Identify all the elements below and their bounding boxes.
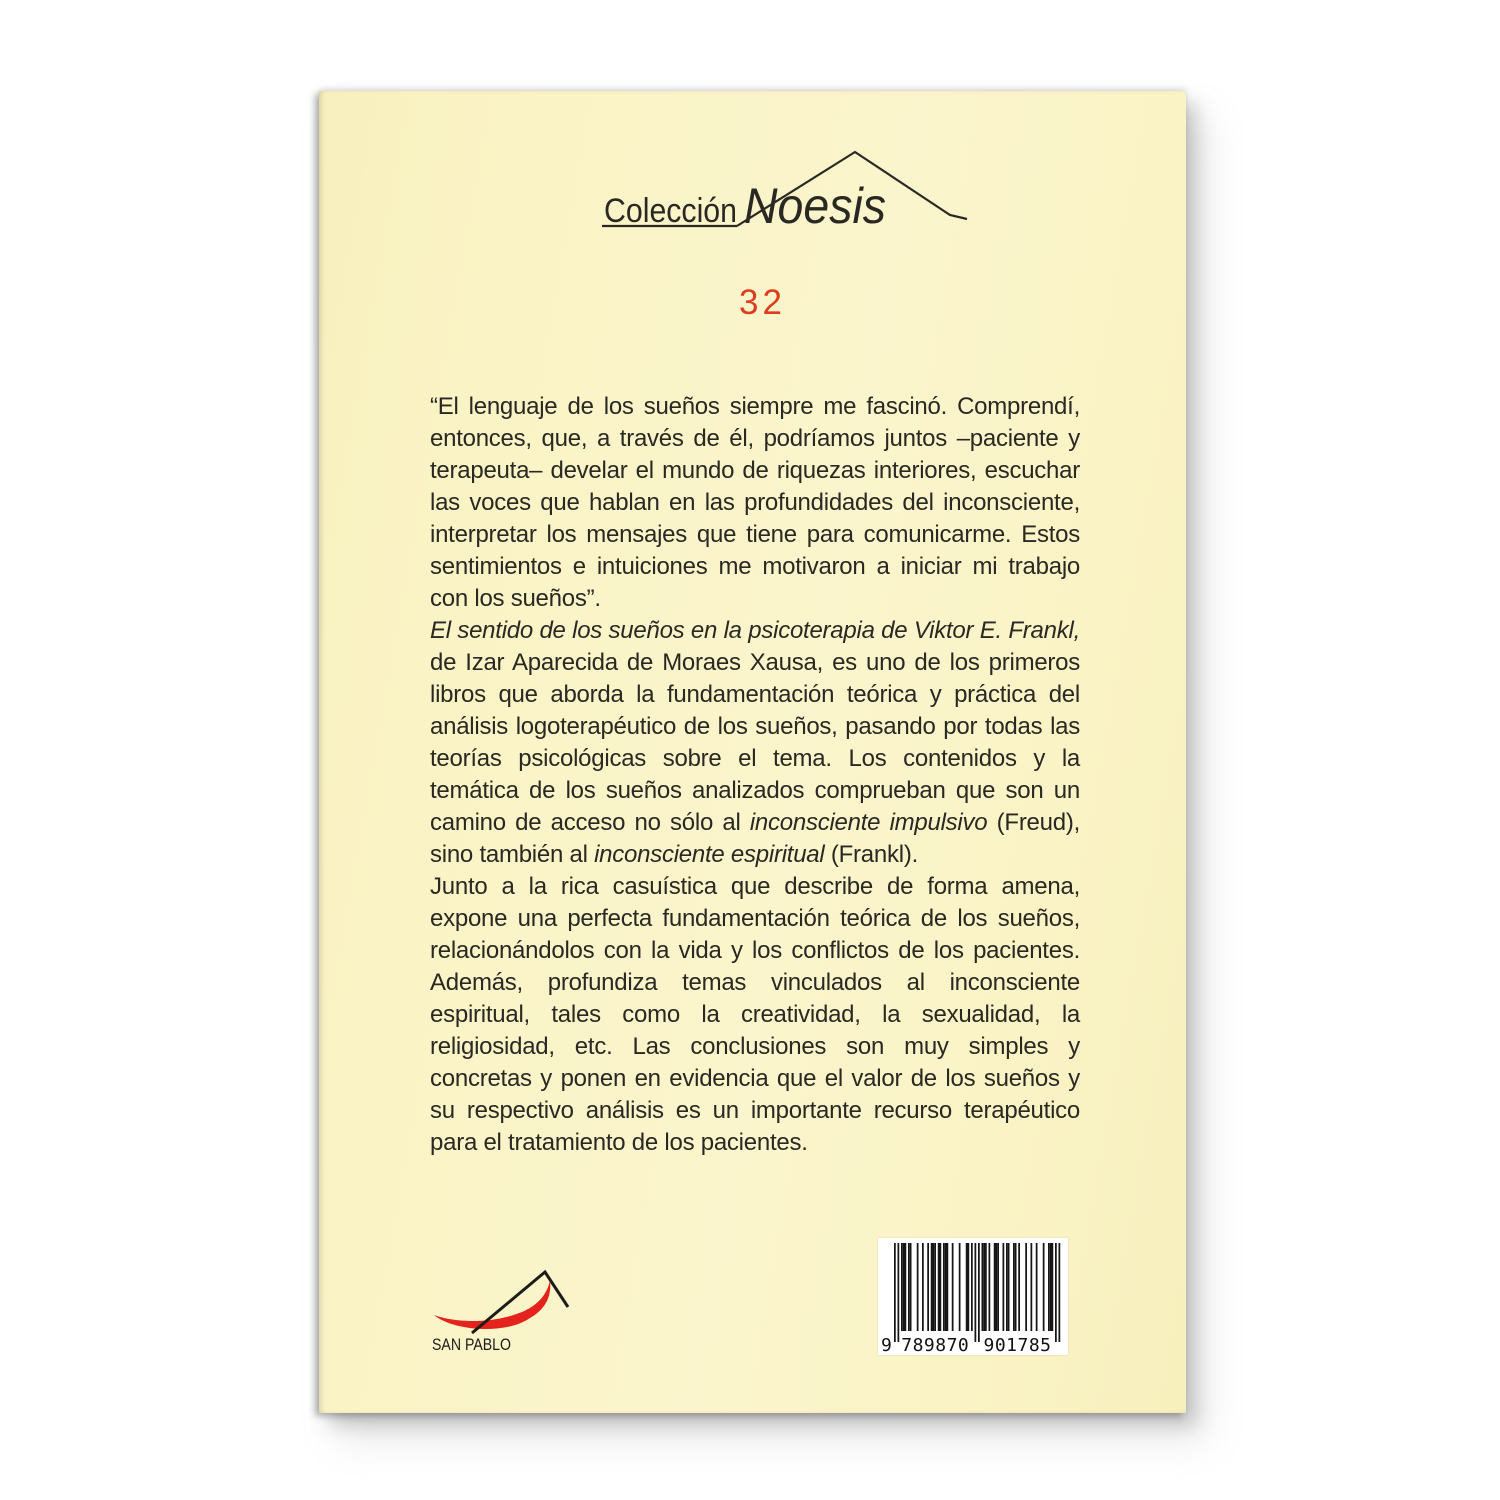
barcode-bar xyxy=(1008,1243,1010,1331)
barcode-bar xyxy=(985,1243,987,1331)
barcode-bar xyxy=(959,1243,961,1331)
collection-logo-svg xyxy=(560,140,980,260)
barcode-bar xyxy=(938,1243,940,1331)
barcode-bar xyxy=(978,1243,980,1342)
barcode-number-group: 789870 xyxy=(901,1335,969,1355)
italic-text-run: El sentido de los sueños en la psicoterapia de Viktor E. Frankl, xyxy=(430,617,1080,644)
barcode-bar xyxy=(994,1243,996,1331)
collection-name: Noesis xyxy=(744,178,886,234)
barcode-bar xyxy=(997,1243,999,1331)
barcode-bar xyxy=(922,1243,924,1331)
synopsis-paragraph-conclusion xyxy=(430,871,1080,1159)
barcode-bar xyxy=(1013,1243,1015,1331)
text-run: (Frankl). xyxy=(824,841,918,868)
italic-text-run: inconsciente impulsivo xyxy=(749,809,988,836)
barcode-bar xyxy=(1025,1243,1027,1331)
barcode-bar xyxy=(1036,1243,1038,1331)
barcode-bar xyxy=(905,1243,907,1331)
synopsis-text xyxy=(430,391,1080,1159)
barcode-bar xyxy=(1018,1243,1020,1331)
barcode-bar xyxy=(934,1243,936,1331)
text-run: (Freud), sino también al xyxy=(430,809,1081,868)
publisher-logo xyxy=(418,1260,583,1355)
barcode-bar xyxy=(903,1243,905,1331)
series-number: 32 xyxy=(739,283,786,322)
barcode-bar xyxy=(910,1243,912,1331)
barcode-bar xyxy=(968,1243,970,1331)
publisher-logo-svg xyxy=(418,1260,583,1355)
barcode-bar xyxy=(917,1243,919,1331)
italic-text-run: inconsciente espiritual xyxy=(594,841,825,868)
text-run: Junto a la rica casuística que describe de forma amena, expone una perfecta fundamentación teórica de los sueños, relacionándolos con la vida y los conflictos de los pacientes. Además, profundiza temas vinculados al inconsciente espiritual, tales como la creatividad, la sexualidad, la religiosidad, etc. Las conclusiones son muy simples y concretas y ponen en evidencia que el valor de los sueños y su respectivo análisis es un importante recurso terapéutico para el tratamiento de los pacientes. xyxy=(430,873,1080,1156)
barcode-bar xyxy=(982,1243,984,1331)
barcode-bars xyxy=(878,1238,1068,1355)
barcode-bar xyxy=(983,1243,985,1331)
barcode-bar xyxy=(989,1243,991,1331)
barcode-bar xyxy=(927,1243,929,1331)
barcode-bar xyxy=(1055,1243,1057,1342)
barcode-number-group: 9 xyxy=(881,1335,892,1355)
barcode-number-group: 901785 xyxy=(983,1335,1051,1355)
barcode-bar xyxy=(1043,1243,1045,1331)
barcode-bar xyxy=(1048,1243,1050,1331)
barcode-bar xyxy=(901,1243,903,1331)
barcode-bar xyxy=(1050,1243,1052,1331)
barcode-bar xyxy=(931,1243,933,1331)
barcode-bar xyxy=(1015,1243,1017,1331)
barcode-bar xyxy=(1006,1243,1008,1331)
barcode-bar xyxy=(966,1243,968,1331)
synopsis-paragraph-quote xyxy=(430,391,1080,615)
barcode-bar xyxy=(933,1243,935,1331)
synopsis-paragraph-description xyxy=(430,615,1080,871)
barcode xyxy=(878,1238,1068,1355)
barcode-bar xyxy=(945,1243,947,1331)
text-run: “El lenguaje de los sueños siempre me fascinó. Comprendí, entonces, que, a través de él, podríamos juntos –paciente y terapeuta– develar el mundo de riquezas interiores, escuchar las voces que hablan en las profundidades del inconsciente, interpretar los mensajes que tiene para comunicarme. Estos sentimientos e intuiciones me motivaron a iniciar mi trabajo con los sueños”. xyxy=(430,393,1080,612)
barcode-bar xyxy=(996,1243,998,1331)
barcode-bar xyxy=(943,1243,945,1331)
barcode-bar xyxy=(898,1243,900,1342)
barcode-bar xyxy=(952,1243,954,1331)
barcode-bar xyxy=(971,1243,973,1331)
barcode-bar xyxy=(908,1243,910,1331)
publisher-swoosh-icon xyxy=(434,1280,550,1329)
barcode-bar xyxy=(894,1243,896,1342)
collection-logo xyxy=(560,140,980,260)
collection-label: Colección xyxy=(604,192,737,230)
publisher-name: SAN PABLO xyxy=(432,1335,511,1354)
book-back-cover xyxy=(319,91,1186,1413)
barcode-bar xyxy=(975,1243,977,1342)
text-run: de Izar Aparecida de Moraes Xausa, es uno de los primeros libros que aborda la fundamentación teórica y práctica del análisis logoterapéutico de los sueños, pasando por todas las teorías psicológicas sobre el tema. Los contenidos y la temática de los sueños analizados comprueban que son un camino de acceso no sólo al xyxy=(430,649,1080,836)
barcode-bar xyxy=(947,1243,949,1331)
barcode-bar xyxy=(1031,1243,1033,1331)
barcode-bar xyxy=(1003,1243,1005,1331)
barcode-bar xyxy=(1052,1243,1054,1331)
barcode-bar xyxy=(1059,1243,1061,1342)
barcode-bar xyxy=(940,1243,942,1331)
